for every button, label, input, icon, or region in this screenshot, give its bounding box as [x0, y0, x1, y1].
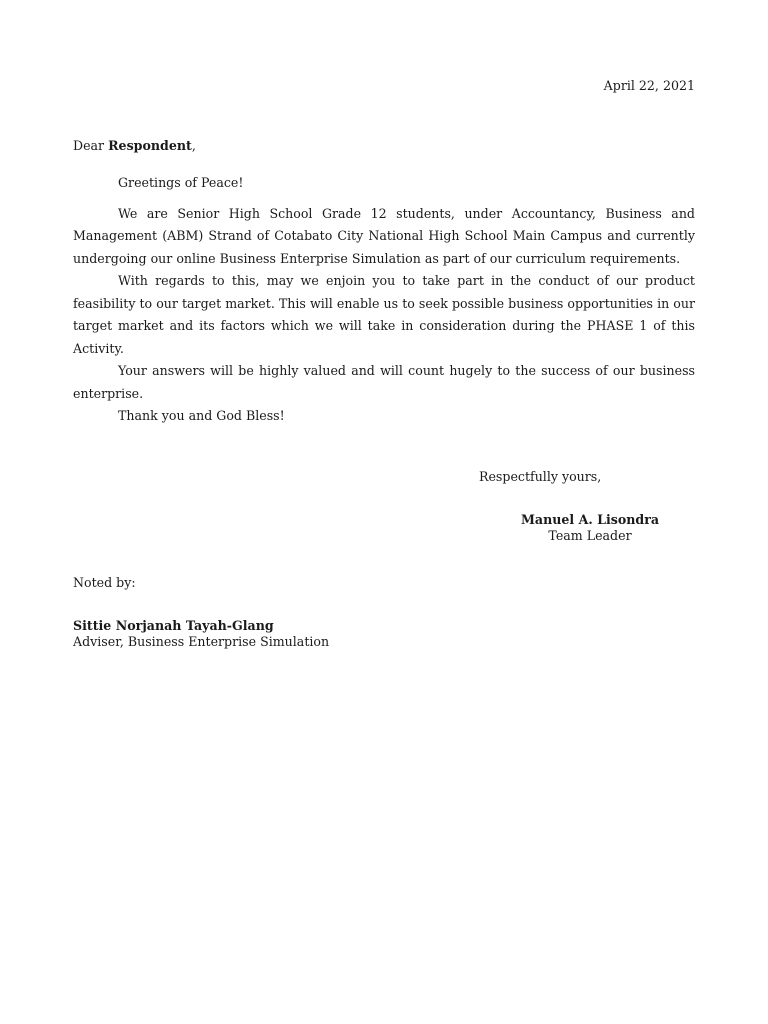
letter-body	[73, 172, 695, 428]
adviser-title: Adviser, Business Enterprise Simulation	[73, 634, 330, 649]
signer-title: Team Leader	[548, 528, 632, 543]
signature-block	[520, 512, 660, 544]
letter-date: April 22, 2021	[603, 78, 695, 93]
body-paragraph-request: With regards to this, may we enjoin you to take part in the conduct of our product feasibility to our target market. This will enable us to seek possible business opportunities in our target market and its factors which we will take in consideration during the PHASE 1 of this Activity.	[73, 273, 695, 356]
salutation	[73, 135, 196, 158]
adviser-block	[73, 618, 329, 650]
signer-name: Manuel A. Lisondra	[520, 512, 660, 527]
body-paragraph-value: Your answers will be highly valued and will count hugely to the success of our business enterprise.	[73, 363, 695, 401]
body-paragraph-thanks: Thank you and God Bless!	[118, 408, 285, 423]
salutation-recipient: Respondent	[108, 138, 192, 153]
greeting: Greetings of Peace!	[118, 175, 244, 190]
salutation-prefix: Dear	[73, 138, 109, 153]
salutation-suffix: ,	[191, 138, 196, 153]
closing-line: Respectfully yours,	[479, 469, 602, 484]
noted-by-label: Noted by:	[73, 575, 136, 590]
adviser-name: Sittie Norjanah Tayah-Glang	[73, 618, 274, 633]
body-paragraph-intro: We are Senior High School Grade 12 students, under Accountancy, Business and Management (ABM) Strand of Cotabato City National High School Main Campus and currently undergoing our online Business Enterprise Simulation as part of our curriculum requirements.	[73, 205, 695, 266]
